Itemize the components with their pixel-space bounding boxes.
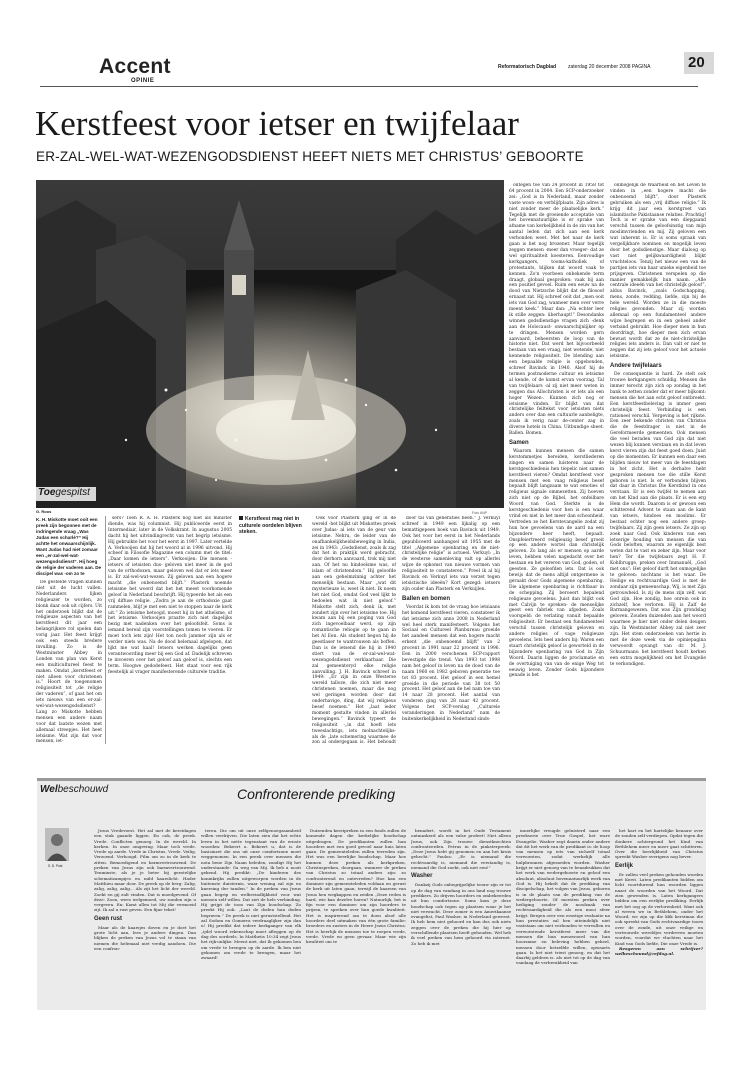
column-5-text: ontegen toe van 24 procent in 1958 tot 64 procent in 2004. Een SCP-onderzoeker zei: „God is in Nederland, maar zonder vaste woon- en verblijfplaats. Zijn adres is niet zonder meer de plaatselijke kerk.” Tegelijk met de groeiende acceptatie van het bovennatuurlijke is er sprake van afname van kerkelijkheid in de zin van het aantal leden dat zich aan een kerk verbonden weet. Met het naar de kerk gaan is het nog brozener. Maar tegelijk zeggen mensen -meer dan vroeger- dat ze wel spiritualiteit koesteren. Eenvoudige kerkgangers, tooms-katholiek of protestants, blijken dat woord vaak te kennen. Zo'n voorbeen onbekende term draagt, globaal gesproken: vaak bij aan een positief gevoel. Ruim een eeuw na de dood van Nietzsche blijkt dat de filosoof ernaast zat. Hij schreef ooit dat „men ooit iets van God zag, wanneer men over verre meent keek.” Maar dan: „Na echter leer ik stille zeggen: überhaupt!” Desondanks winnen godsdienstige vragen zich -denk aan de Holocaust- onwaarschijnlijker op te dringen. Mensen worden gern aanvaard, beheersten de loop van de historie niet. Dat werd het bijvoorbeeld bestaan van een vraag, niet wetende, niet kennende religiositeit. De blending aan een bepaalde religie is opgebonden, schreef Bavinck in 1940. Alsof hij de termen postmoderne cultuur en ietsisme al kende, of de komst ervan voorzag. Tal van twijfelaars -al zij niet meer weten in zeggen dus Allochristen is er lets als een hoger Wezen-. Kunnen zich nog er ietsisme vinden. Er blijkt van dat christelijke feiltekst voor ietsisten niets anders over dan een cultuurle aanbeligte, zoals ik verig naar de-center zag in diverse hotels in China. Uitbundige sheet. Ballen. Bomen. xyxy=(509,183,604,437)
issue-date: zaterdag 20 december 2008 PAGINA xyxy=(568,64,651,70)
wb-column-4-text: benadert, wordt in het Oude Testament ontmaskerd als een valse profeet! Niet alleen Jezus, ook Zijn trouwe dienstknechten confronteerden. Petrus in de pinksterpreek: „Deze Jezus hebt gij genomen en aan het kruis gehecht.” Paulus: „Er is niemand die rechtvaardig is, niemand die verstandig is, niemand die God zoekt, ook niet een!” xyxy=(411,828,511,871)
welbeschouwd-column-5 xyxy=(516,828,610,1006)
welbeschouwd-column-2 xyxy=(201,828,301,1006)
toegespitst-label xyxy=(38,487,90,498)
column-1-text: De gestelde vragen kunnen niet uit de lucht vallen. Nederlanders lijken religieuzer te worden, zo blonk daar ook uit cijfers. Uit het onderzoek blijkt dat de religieuze aspecten van het kerstfeest dit jaar een belangrijkere rol spelen dan vorig jaar. Het feest krijgt ook een steeds bredere invulling. Zo is de Westminster Abbey in Londen van plan van Kerst een multicultureel feest te maken. Omdat „kerstfeest er niet alleen voor christenen is.” Hoort de toegenomen religiositeit tot „de religie der vaderen”, of gaat het om iets nieuws van een er-zal-wel-wat-wezengodsdienst? Lang zo Miskotte hebben mensen een andere naam voor dat laatste wezen met allemaal streepjes. Het heet ietsisme. Wat zijn dat voor mensen, iet- xyxy=(36,580,102,744)
wb-column-4b-text: Dankzij Gods onbegrijpelijke trouw zijn er tot op de dag van vandaag in ons land nog trouwe predikers. Zo drijven hoorders en ombekeerden uit hun comfortzone. Soms kom je deze boodschap ook tegen op plaatsen waar je het niet verwacht. Deze zomer is een Amerikaanse evangelist, Paul Washer, in Nederland geweest. Ik heb hem niet gehoord en kan dus ook niets zeggen over de preken die hij hier op verschillende plaatsen heeft gehouden. Wel heb ik veel preken van hem gehoord via internet. Zo heb ik met xyxy=(411,882,511,946)
wb-column-5-text: innerlijke vreugde geluisterd naar een preekserie over True Gospel, het ware Evangelie. Washer zegt daarin onder andere dat dit het werk van de predikant is: de hoop van mensen op iets van zichzelf totaal verwoesten, zodat werkelijk alle hulpbronnen afgesneden worden. Washer krijgt er niet genoeg van te benadrukken dat het werk van wedergeboorte en geloof een absoluut, absoluut bovennatuurlijk werk van God is. Hij hekelt dat de prediking van discipelschap, het volgen van Jezus, geboren is in de plaats van de prediking van de wedergeboorte. Of moesten preken over heiliging zonder de noodzaak van rechtvaardigheid die als een mooi sfeer krijgt. Bergen over een ernstige evaluatie na hun prestaties zal hen uiteindelijk niet vaststaan om niet verbonden te vervullen en verwoestende kerstfeest meer van die mensen die hun menswoord van hun hoorzame en beleving hebben geheel, mensen door hetzelfde willen, opwaarts gaan. Is het niet triest genoeg, en dat het daarbij geldeen is. als niet tot op de dag van vandaag de verbreukheid van xyxy=(516,828,610,966)
column-6-text: onmogelijk de Waarheid en het Leven te vinden in „een hogere macht die onbenoemd blijft”, door Plasterk gebruiken als een „vrij diffuse religie.” Ik krijg dit jaar een kerstgroet van islamitische Pakistaanse relaties. Prachtig! Toch is er sprake van een diepgaand verschil tussen de geloofsinstig van mijn moslimvrienden en mij. Zij geloven een wat inherent is. Er is soms spraak van vergelijkbare nominen en mogelijk leven door het godsdienstige. Maar dialoog op vast niet gelijkwaardigheid blijkt vruchteloos. Tenzij het nieuw een van de partijen iets van haar unieke eigenheid toe prijsgeven. Christenen verspelen op die manier gemakkelijk hun naam. „Alle centrale ideeën van het christelijk geloof”, aldus Bavinck, „zoals Godschapping, mens, zonde, redding, liefde, zijn bij de hele wereld. Worden ze in die moeste religies gevonden. Maar zij worden allemaal op een fundamenteel andere wijze begrepen en in een geheel ander verband gebruikt. Hoe dieper men in hun doordringt, hoe dieper men zich ervan bewust wordt dat ze de niet-christelijke religies iets anders is. Dan valt er niet te zeggen dat zij iets geloof voor het actuele ietsisme. xyxy=(610,183,706,360)
article-lead xyxy=(36,517,102,577)
welbeschouwd-part-2: beschouwd xyxy=(57,784,109,795)
photo-christmas-market xyxy=(36,180,504,508)
night-city-illustration xyxy=(36,180,504,508)
welbeschouwd-label xyxy=(40,784,108,795)
wb-column-6b-text: Er zullen veel preken gehouden worden met Kerst. Laten predikanten bidden om licht voortdurend hun woorden liggen naast de woorden van het Woord. Dat zien gewenden is. Laten kerkgangers bidden om een eerlijke prediking. Eerlijk met het oog op de verlorenheid. Want ook al weven we in Bethlehem, onder het Woord, we zijn op die klik kerstman die ook spreekt van Gods rechtvaardige toorn over de zonde, uit onze veilige en vertrouwde wereldjes verdreven moeten worden, voordat we vluchten naar het Kind van Gods liefde, Die onze Vrede is. xyxy=(615,871,703,946)
portrait-silhouette xyxy=(45,828,69,861)
subheadline: ER-ZAL-WEL-WAT-WEZENGODSDIENST HEEFT NIETS MET CHRISTUS’ GEBOORTE xyxy=(36,149,584,164)
article-column-3 xyxy=(312,516,396,744)
headline: Kerstfeest voor ietser en twijfelaar xyxy=(35,104,519,143)
intertitle-eerlijk: Eerlijk xyxy=(615,862,634,869)
article-column-1 xyxy=(36,580,102,744)
section-title: Accent xyxy=(99,55,171,78)
photo-credit: Foto ANP xyxy=(472,511,487,515)
toegespitst-part-2: gespitst xyxy=(55,487,90,498)
welbeschouwd-column-6 xyxy=(615,828,703,1006)
page-number: 20 xyxy=(688,54,705,71)
welbeschouwd-column-3 xyxy=(306,828,406,1006)
subsection-label: OPINIE xyxy=(131,78,155,84)
intertitle-washer: Washer xyxy=(411,873,433,880)
toegespitst-part-1: Toe xyxy=(38,487,56,498)
welbeschouwd-column-1 xyxy=(94,828,196,1006)
photo-caption xyxy=(239,516,307,536)
wb-reactie-address: Reageren aan schrijver? welbeschouwd@refdag.nl. xyxy=(615,945,703,957)
lead-text: K. H. Miskotte moet ooit een preek zijn begonnen met de indringende vraag „Was Judas een scharlé?” Hij achtte het onwaarschijnlijk. Want Judas had niet zomaar een „er-zal-wel-wat-wezengodsdienst”. Hij hoeg de religie der vaderen aan. De discipel was -om zo te xyxy=(36,517,102,576)
paper-name: Reformatorisch Dagblad xyxy=(498,64,557,70)
welbeschouwd-part-1: Wel xyxy=(40,784,58,795)
article-column-5 xyxy=(509,183,604,744)
masthead-rule xyxy=(40,86,698,87)
wb-column-1-text: Jezus Vredevorst. Het zal met de kerstdagen een stuk gaande liggen. En ook, de preek. Vrede. Conflicten genoeg. In de wereld. In kerken. In onze omgeving. Maar toch vrede. Vrede op aarde. Vrede in Christus. Vrede. Veilig. Verzoend. Verhoogd. Film om zo in de kerk te zitten. Bemoedigend en barmvertrouwend. De preken van Jezus zijn ook barmvertrouwend. Tenminste, als je je beter bij geestelijke schematizampijes en mild kaarslicht. Hader Matthieu maar door. De preek op de berg: Zalig, zalig, zalig, zalig... Als zijt het licht der wereld. Zoekt en gij zult vinden. Dat is moedgevend. Of deze: Zoon, wees welgemoed, uw zonden zijn u vergeven. En: Komt allen tot Mij die vermoeid zijt. Ik zal u rust geven. Een fijne tekst! xyxy=(94,828,196,913)
column-6b-text: De consequentie is hard. Ze stelt ook trouwe kerkgangers schuldig. Mensen die immer terecht zijn zich op zondag in het bank te zetten zonder dat er meer bijkomt: mensen die het aan echt geloof ontbreekt. Een kerstfeestbeleving is immer geen christelijk feest. Verbinding is een rationeel verschil. Vergeving is het rijkste. Een zeer bekende christen van Christus die de feestdrager is niet in de Gereformeerde gemeenten. Ook mensen die veel beraden van God zijn dat niet wezen blij kunnen verstaan en in dat leven kerst vieren zijn dat feest goed doen. Juist op die momenten. Er kunnen een daar een blijden nieuw tot meer van de feestdagen in het zicht. Het is derhalve hebt gesproken mensen toe die stille Kerst geboren is niet. Is er verbonden blijven dat daar in Christus Die Kerstkind in ons verstaan. Er is een twijfel te nemen aan om het Kind aan die plaats. Er is een erg Hem die wordt. Daarom is er gewoon een schitterend Advent te staan aan de kant van ietsers, hindoes en moslims. Er bestaat echter nog een andere groep: twijfelaars. Zij zijn geen ietsers. Ze zijn op zoek naar God. Ook kinderen van een ietserige houding van mensen die van Gods beloften, waarom ze eigenlijk best weten dat te vast en zeker zijn. Maar voor hen? Ter die twijfelaars zegt H. F. Kohlbrugge, preken over Immanuël, „God met ons”: Het geloof durft het onmogelijke te geloven: nochtans is het waar. De Heilige en rechtvaardige God is met de zondaar zijn gemeenschap. Wij, is met Zijn getrouwheid. Is zij de mens zijn zelf, wat God zijn. Hoe zondig, hoe onrein ook in zichzelf, hoe verloren. Hij is Zalf de Barmangewezen. Dat was Zijn grondslag geloven. Zouden duizenden aan het woord waarmee je hier niet onder delen deugen zijn. In Westminster Abbey zal niet zeer zijn. Het stem onderzoeken van hertie in met de deze week via de opiniepagina verwoordt opvangt van dr. M. J. Schuurmans: het kerstfeest houdt kerken een extra mogelijkheid om het Evangelie te verkondigen. xyxy=(610,372,706,667)
welbeschouwd-title: Confronterende prediking xyxy=(237,786,395,802)
caption-bullet-icon xyxy=(239,516,243,520)
column-3-text: Ook voor Plasterk ging er in de wereld -het blijkt uit Miskottes preek over Judas- al iets van de geur van ietsisme. Nehru, de leider van de onafhankelijkheidsbeweging in India, zei in 1943: „Godsdienst, zoals ik zag dat het in praktijk werd gebracht, door derhorn aanvaard, trok mij niet aan. Of het nu hindoeïsme was, of islam of christendom.” Hij geloofde aan een geheimzinnig achter het menselijk bestaan. Maar „wat dit mysterieuze is, weet ik niet. Ik noem het niet God, omdat God veel lijkt te bedoelen wat ik niet geloof.” Miskotte stelt zich, denk ik, met zondert zijn over het ietsisme toe. Hij kwam aan bij een poging van God zich ingevoelbaar werd, op zijn romantische reliogie op te gaan in het Al Een. Als student begon hij de geestlaser te wantrouwen als boffen. Dan is de ietsend die hij in 1940 stiert van de er-zal-wel-wat-wezengodsdienst verklaarbaar. Die zal gemeenteryd elke religie aanvulling. J. H. Bavinck schreef in 1949: „Er zijn in onze Westerse wereld talloze, die zich niet meer christenen noemen, maar die nog wel geringen worden door dat onderhavige, ding, dat wij religieus besef noemen.” Het „laat ieder moment gestalte vinden in allerlei bewegingen.” Bavinck typeert de religiositeit -„in dat hoeft iets tweeslachtigs, iets molnachtelijks- als de „late schemering waarmee de zon al ondergegaan is. Het behoudt xyxy=(312,516,396,744)
wb-column-2-text: teren. Die om uit onze zelfgenoegzaamheid willen verdrijven. Die laten zien dat het echte leven in het nette tegenstaat van de ernste woorden: Bekeert u. Bekeert u, dat is de basisinzet die ons uit onze comfortzone moet weggenomen. In een preek over mensen die nota bene Zijn Naam beleden, zondigt Hij het onderstaande: Ga weg van Mij. Ik heb u nooit gekend. Hij predikt: „De kinderen des koninkrijks zullen uitgeworpen worden in de buitenste duisternis, waar wening zal zijn en knersing der tanden.” In de preken van Jezus gaan begrip en welbevindlijkheid voor wat mensen zelf willen. Dat ziet de hele verbinding. Hij grijpt de toon van Zijn boodschap. Zo preekt Hij ook. „Laat de doden hun doden begraven.” De preek is niet geruststellend. Het zal Sodom en Gomorra verdraaglijker zijn dan u! Hij predikt dat iedere kerkganger van elk „ijdel woord rekenschap moet afleggen op de dag des oordeels. In Mattheüs 10:34 zegt Jezus het rijk-onlijke: Meent niet, dat Ik gekomen ben om vrede te brengen op de aarde. Ik ben niet gekomen om vrede te brengen, maar het zwaard! xyxy=(201,828,301,961)
article-column-4 xyxy=(402,516,500,744)
intertitle-samen: Samen xyxy=(509,439,529,446)
intertitle-ballen-en-bomen: Ballen en bomen xyxy=(402,595,451,602)
author-portrait xyxy=(45,828,69,861)
wb-column-6-text: het hart en het hartelijke benauw over de zonden zelf verdiepen. Opdat tegen die donkere achtergrond het Kind van Bethlehem meer en meer gaat schitteren. Over die heerlijkheid van Christus spreekt Washer overigens nog bever. xyxy=(615,828,703,860)
column-4b-text: Voordat ik kom tot de vraag hoe ietsiaans het komend kerstfeest vieren, constateer ik dat ietsisme zich anno 2008 in Nederland wel heel sterk manifesteert. Volgens het Sociaal en Cultureel Planbureau groeide het aandeel mensen dat een hogere macht erkent „die onbenoemd blijft” van 2 procent in 1991 naar 22 procent in 1996. Een in 2000 verschenen SCP-rapport bevestigde die trend. Van 1993 tot 1998 nam het geloof in leven na de dood van de naam 1960 en 1982 geboren generatie toe tot 83 procent. Het geloof in een hemel groeide in die periode van 38 tot 50 procent. Het geloof aan de hel nam toe van 14 naar 28 procent. Het aantal van vonderen ging van 28 naar 42 procent. Volgens het SCP-verslag „Culturele veranderingen in Nederland” nam de buitenkerkelijkheid in Nederland sinds- xyxy=(402,604,500,722)
column-2-text: sers? Toen R. A. H. Plasterk nog niet als minister diende, was hij columnist. Hij publiceerde eerst in Intermediair, later in de Volkskrant. In augustus 2005 dacht hij het uitvindingrecht van het begrip ietsisme. Hij gebruikte het voor het eerst in 1997. Later vertelde A. Verkooijen dat hij het woord al in 1996 uitvond. Hij scheef in Filosofie Magazine een column met de titel: „Daar komen de ietsers”. Verkooijen: Die mensen -ietsers of ietsisten dus- geloven niet meer in de god van de orthodoxen, maar geloven wel dat er iets meer is. Er zal-wel-wat-wezen. Zij geloven aan een hogere macht „die onbenoemd blijft.” Plasterk noemde ietsisme het woord dat het het meest voorkomende geloof in Nederland beschrijft. Hij typeerde het als een vrij diffuse religie. „Zodra je aan de orthodoxie gaat rammelen, blijf je met een niet te stoppen naar de kerk uit.” Zo ietsisme betoogd, moest hij in het atheïsme, of het ietsisme. Verkooijen praatte zich niet dagelijks bezig met nadenken over het geloofsfeit. Soms is iemand bereid zijn voorstellingen tomen te voeren. Er moet toch iets zijn! Het ton noch jammer zijn als er verder niets was. Na de dood helemaal afgelopen, dat lijkt me wat kaal! Ietsers werken dagelijks geen verantwoording meer bij een God af. Dadelijk schreven te invoeren over het geloof aan geloof is, slechts een term. Hoogwe gedodefeest. Het staat voor een rijk feestelijk al vrager manifesterende culturele traditie. xyxy=(108,516,232,675)
column-5b-text: Waarom kunnen mensen die samen kerstommetjes bereiden, kerstliederen zingen en samen luisteren naar de kerstgeschiedenis hen tiepelic niet samen kerstfeest vieren? Omdat kerstfeest voor mensen met een vaag religieus besef bepaalt blijft langzaam te wat emoties of religieus signale ommezetten. Zij hoeven zich niet op de Bijbel, het onfeilbare Woord van God. Sterkte is de kerstgeschiedenis voor hen is een waar vrind en niet in het meer dan schoonheid. Vertreden ze het Kerstevangelie zodat zij hun hoe gevoelens van de aard na een bijzondere heer heeft, bepaalt. Onspfeiertreerd religieuzig besef groeit op een andere wortel dan christelijk geloven. Zo lang als er mensen op aarde leven, hebben velen nagedacht over het bestaan en het vereren van God, goden, of geesten. Ze geloofden iets. Dat is ook bewijs dat de mens altijd ontgermene is geraakt door Gods algemene openbaring. Die algemene openbaring is richtbaar in de schepping. Zij beroeert bepalend religieuze gevoelens. Juist dan blijkt ook met Calvijn te spreken- de menselijke geest een fabriek van afgoden. Zoals voorspeld: de verlating vanuit bepaalde religiositeit. Er bestaat een fundamenteel verschil tussen christelijk geloven en andere religies of vage religieuze gevoelens. Iets heel anders bij: Waren een staart christelijk geloof is geworteld in de bijzondere openbaring van God in Zijn Woord. Daarin liggen de proclamatie en de overtuiging van van de enige Weg tot eeuwig leven. Zonder Gods bijzondere genade is het xyxy=(509,448,604,679)
author-byline: G. Roos xyxy=(36,509,52,514)
welbeschouwd-topbar xyxy=(37,778,706,781)
portrait-caption: S. D. Post xyxy=(48,864,63,868)
caption-text: Kerstfeest mag niet in culturele oordelen blijven steken. xyxy=(239,516,302,536)
intertitle-geen-rust: Geen rust xyxy=(94,915,123,922)
article-column-6 xyxy=(610,183,706,744)
wb-column-3-text: Duizenden kerstpreken in een fonds zullen de komende dagen die kerkelijke boodschap uitgedragen. De predikanten zullen hun hoorders met een goed gevoel naar huis laten gaan. De gemeenteleden zullen tevreden zijn. Het was een heerlijke boodschap. Maar hoe kunnen deze preken als kerkpreken, Christuspreken, doorgaan, wanneer de preken van Christus zo totaal anders zijn: zo confronterend en ontevreden? Hoe kan een dominee zijn gemeenteleden voldaan en gerust de kerk uit laten gaan, terwijl de kaarsen van Jezus hen wegkappen en zeiden „Deze reden is hard, wie kan dezelve horen? Natuurlijk, het is fijn voor een dominee om zijn hoorders te prijzen, te spreken over hun goede kwaliteit. Het is inspirerend om te doen alsof alle hoorders deel uitmaken van één grote familie: broeders en zusters in de Heere Jezus Christus. Het is heerlijk de mensen toe te roepen vrede, vrede. Vrede en geen gevaar. Maar wie zijn kwaliteit om te xyxy=(306,828,406,945)
article-column-2 xyxy=(108,516,232,744)
welbeschouwd-column-4 xyxy=(411,828,511,1006)
column-rule xyxy=(105,516,106,744)
intertitle-andere-twijfelaars: Andere twijfelaars xyxy=(610,363,662,370)
wb-column-1b-text: Maar als de kaarsjes doven en je doet het grote licht aan, lees je andere dingen. Dan blijken de preken van Jezus vol te staan van niemen die helemaal niet vredig aandoen. Die een confron- xyxy=(94,924,196,951)
column-4-text: door tal van generaties heen.” J. Verkuyl schreef in 1949 een lijkalig op een bemattigepeen boek van Bavinck uit 1949. Ook het voor het eerst in het Nederlands gepubliceerd aanhangsel uit 1955 met de titel „Algemene openbaring en de niet-christelijke religie” is actueel. Verkuyl: „In de westerse samenleving valt op allerlei wijze de opkomst van nieuwe vormen van religiositeit te constateren.” Preel ik al bij Bavinck en Verkuyl iets van verzet tegen ietsistische ideeën? Kort gezegd: ietsers zijn ouder dan Plasterk en Verkuijlen. xyxy=(402,516,500,592)
